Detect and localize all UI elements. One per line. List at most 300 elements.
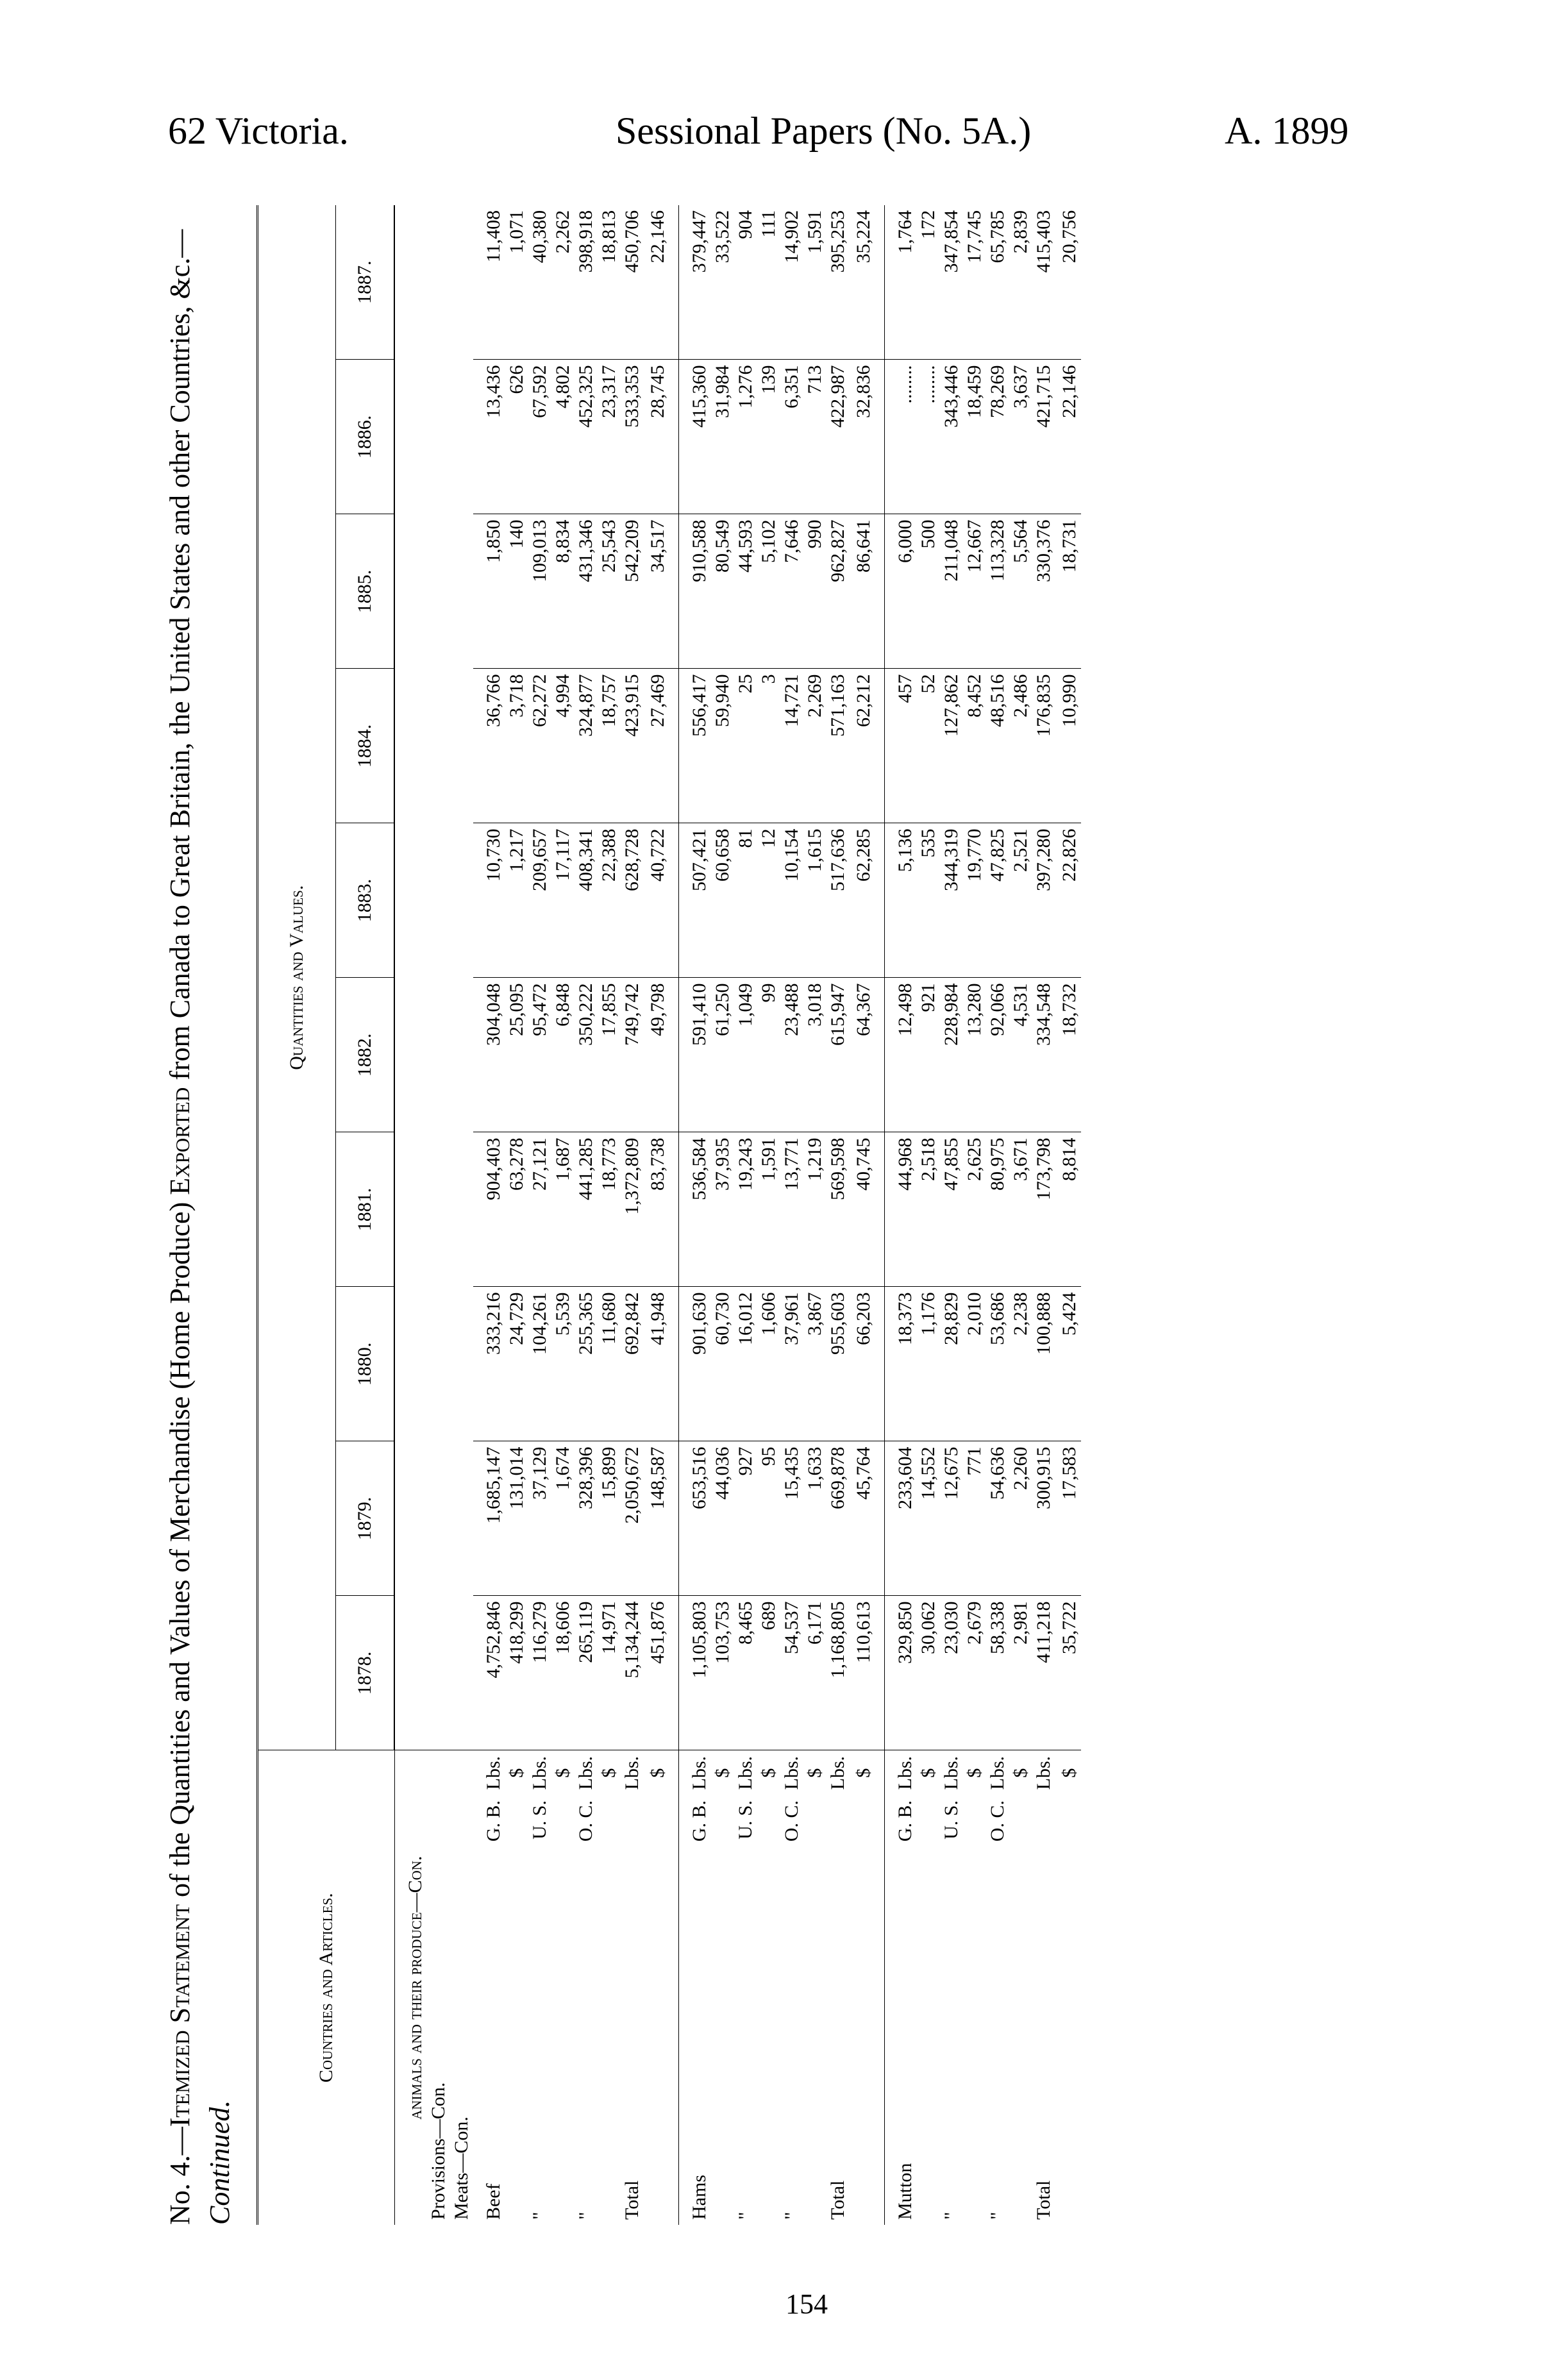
value-cell: 692,842 <box>621 1287 646 1441</box>
value-cell: 14,971 <box>598 1596 621 1750</box>
value-cell: 35,224 <box>852 205 885 360</box>
value-cell: 41,948 <box>646 1287 679 1441</box>
table-row <box>678 205 711 2225</box>
row-unit: $ <box>917 1768 939 1778</box>
value-cell: 408,341 <box>575 823 598 978</box>
value-cell: 17,117 <box>551 823 575 978</box>
value-cell: 52 <box>917 669 940 823</box>
value-cell: 49,798 <box>646 978 679 1132</box>
row-unit: Lbs. <box>780 1756 802 1790</box>
value-cell: 60,730 <box>711 1287 734 1441</box>
title-text-2: from Canada to Great Britain, the United States and other Countries, &c.— <box>164 229 196 1087</box>
value-cell: 1,176 <box>917 1287 940 1441</box>
value-cell: 333,216 <box>473 1287 505 1441</box>
value-cell: 457 <box>884 669 917 823</box>
value-cell: 13,280 <box>963 978 986 1132</box>
row-label: Hams <box>688 2175 710 2220</box>
value-cell: 921 <box>917 978 940 1132</box>
row-country <box>1009 1795 1032 1891</box>
value-cell: 18,459 <box>963 360 986 514</box>
row-unit: Lbs. <box>688 1756 710 1790</box>
value-cell: 111 <box>757 205 780 360</box>
table-row <box>1009 205 1032 2225</box>
value-cell: 7,646 <box>780 514 803 669</box>
value-cell: 330,376 <box>1032 514 1058 669</box>
value-cell: 44,036 <box>711 1441 734 1596</box>
value-cell: 62,272 <box>528 669 551 823</box>
value-cell: 2,625 <box>963 1132 986 1287</box>
value-cell: 379,447 <box>678 205 711 360</box>
value-cell: 910,588 <box>678 514 711 669</box>
row-label <box>852 1891 885 2225</box>
value-cell: 86,641 <box>852 514 885 669</box>
row-country: U. S. <box>734 1800 756 1839</box>
value-cell: 176,835 <box>1032 669 1058 823</box>
value-cell: 4,531 <box>1009 978 1032 1132</box>
value-cell: 15,435 <box>780 1441 803 1596</box>
value-cell: 653,516 <box>678 1441 711 1596</box>
value-cell: 2,518 <box>917 1132 940 1287</box>
value-cell: 103,753 <box>711 1596 734 1750</box>
value-cell: 109,013 <box>528 514 551 669</box>
value-cell: 30,062 <box>917 1596 940 1750</box>
row-country: O. C. <box>780 1800 802 1842</box>
value-cell: 3,637 <box>1009 360 1032 514</box>
value-cell: 95,472 <box>528 978 551 1132</box>
table-row <box>621 205 646 2225</box>
row-unit: Lbs. <box>575 1756 596 1790</box>
value-cell: 36,766 <box>473 669 505 823</box>
row-label: " <box>780 2211 802 2220</box>
value-cell: 8,465 <box>734 1596 757 1750</box>
row-unit: Lbs. <box>986 1756 1008 1790</box>
row-label: Total <box>621 2180 642 2220</box>
value-cell: 569,598 <box>827 1132 852 1287</box>
value-cell: 347,854 <box>940 205 963 360</box>
value-cell: 148,587 <box>646 1441 679 1596</box>
row-country <box>598 1795 621 1891</box>
value-cell: 344,319 <box>940 823 963 978</box>
row-unit: Lbs. <box>528 1756 550 1790</box>
value-cell: 300,915 <box>1032 1441 1058 1596</box>
value-cell: 2,486 <box>1009 669 1032 823</box>
page-number: 154 <box>785 2288 828 2320</box>
value-cell: 14,552 <box>917 1441 940 1596</box>
row-country <box>827 1795 852 1891</box>
value-cell: 1,049 <box>734 978 757 1132</box>
value-cell: 3,018 <box>803 978 827 1132</box>
value-cell: 64,367 <box>852 978 885 1132</box>
value-cell: 17,745 <box>963 205 986 360</box>
row-country <box>917 1795 940 1891</box>
value-cell: 415,360 <box>678 360 711 514</box>
value-cell: 2,679 <box>963 1596 986 1750</box>
value-cell: 66,203 <box>852 1287 885 1441</box>
value-cell: 18,732 <box>1058 978 1081 1132</box>
value-cell: 1,606 <box>757 1287 780 1441</box>
value-cell: 18,731 <box>1058 514 1081 669</box>
value-cell: 571,163 <box>827 669 852 823</box>
section-heading: animals and their produce—Con. <box>404 1856 426 2120</box>
value-cell: 535 <box>917 823 940 978</box>
value-cell: 2,050,672 <box>621 1441 646 1596</box>
row-label <box>757 1891 780 2225</box>
value-cell: 615,947 <box>827 978 852 1132</box>
value-cell: 23,488 <box>780 978 803 1132</box>
value-cell: 18,757 <box>598 669 621 823</box>
value-cell: 771 <box>963 1441 986 1596</box>
row-country: G. B. <box>482 1800 504 1842</box>
value-cell: 398,918 <box>575 205 598 360</box>
table-row <box>940 205 963 2225</box>
rotated-table-block <box>160 205 1423 2225</box>
year-header: 1881. <box>336 1132 395 1287</box>
value-cell: 27,469 <box>646 669 679 823</box>
value-cell: 99 <box>757 978 780 1132</box>
row-unit: $ <box>598 1768 619 1778</box>
value-cell: 24,729 <box>505 1287 528 1441</box>
value-cell: 23,317 <box>598 360 621 514</box>
value-cell: 22,388 <box>598 823 621 978</box>
table-row <box>986 205 1009 2225</box>
row-label: Mutton <box>894 2163 916 2220</box>
table-row <box>1058 205 1081 2225</box>
table-row <box>780 205 803 2225</box>
value-cell: 749,742 <box>621 978 646 1132</box>
value-cell: 53,686 <box>986 1287 1009 1441</box>
title-number: No. 4.— <box>164 2127 196 2225</box>
value-cell: 18,813 <box>598 205 621 360</box>
row-unit: $ <box>711 1768 733 1778</box>
row-label <box>1009 1891 1032 2225</box>
value-cell: 1,168,805 <box>827 1596 852 1750</box>
row-country <box>757 1795 780 1891</box>
value-cell: 127,862 <box>940 669 963 823</box>
value-cell: 334,548 <box>1032 978 1058 1132</box>
value-cell: 5,564 <box>1009 514 1032 669</box>
value-cell: 40,745 <box>852 1132 885 1287</box>
value-cell: 22,146 <box>646 205 679 360</box>
row-label <box>505 1891 528 2225</box>
value-cell: 500 <box>917 514 940 669</box>
value-cell: 1,685,147 <box>473 1441 505 1596</box>
value-cell: 12 <box>757 823 780 978</box>
table-row <box>734 205 757 2225</box>
row-country: U. S. <box>528 1800 550 1839</box>
value-cell: 6,848 <box>551 978 575 1132</box>
value-cell: 8,452 <box>963 669 986 823</box>
value-cell: 33,522 <box>711 205 734 360</box>
year-header: 1885. <box>336 514 395 669</box>
value-cell: 3,867 <box>803 1287 827 1441</box>
value-cell: 32,836 <box>852 360 885 514</box>
value-cell: 1,217 <box>505 823 528 978</box>
table-row <box>575 205 598 2225</box>
value-cell: 421,715 <box>1032 360 1058 514</box>
table-body <box>394 205 1081 2225</box>
value-cell: 1,372,809 <box>621 1132 646 1287</box>
row-label: " <box>528 2211 550 2220</box>
value-cell: 713 <box>803 360 827 514</box>
row-label <box>803 1891 827 2225</box>
row-label: " <box>940 2211 962 2220</box>
value-cell: 17,583 <box>1058 1441 1081 1596</box>
row-unit: $ <box>757 1768 779 1778</box>
value-cell: 15,899 <box>598 1441 621 1596</box>
value-cell: 1,219 <box>803 1132 827 1287</box>
table-row <box>803 205 827 2225</box>
value-cell: 83,738 <box>646 1132 679 1287</box>
value-cell: 542,209 <box>621 514 646 669</box>
value-cell: 10,730 <box>473 823 505 978</box>
running-head-right: A. 1899 <box>1225 110 1349 152</box>
value-cell: 22,146 <box>1058 360 1081 514</box>
value-cell: 255,365 <box>575 1287 598 1441</box>
title-caps-2: Exported <box>164 1087 196 1195</box>
value-cell: 22,826 <box>1058 823 1081 978</box>
row-unit: Lbs. <box>482 1756 504 1790</box>
value-cell: 990 <box>803 514 827 669</box>
value-cell: 452,325 <box>575 360 598 514</box>
row-unit: $ <box>646 1750 679 1795</box>
table-title <box>160 205 240 2225</box>
value-cell: 172 <box>917 205 940 360</box>
row-unit: $ <box>505 1768 527 1778</box>
title-text: of the Quantities and Values of Merchandise (Home Produce) <box>164 1194 196 1904</box>
row-label: Total <box>1032 2180 1054 2220</box>
value-cell: 59,940 <box>711 669 734 823</box>
value-cell: 113,328 <box>986 514 1009 669</box>
value-cell: 13,436 <box>473 360 505 514</box>
value-cell: 81 <box>734 823 757 978</box>
value-cell: 25,543 <box>598 514 621 669</box>
value-cell: 35,722 <box>1058 1596 1081 1750</box>
row-country <box>803 1795 827 1891</box>
value-cell: 27,121 <box>528 1132 551 1287</box>
value-cell: 1,071 <box>505 205 528 360</box>
table-row <box>646 205 679 2225</box>
value-cell: 31,984 <box>711 360 734 514</box>
value-cell: 422,987 <box>827 360 852 514</box>
row-country <box>1032 1795 1058 1891</box>
value-cell: 517,636 <box>827 823 852 978</box>
value-cell: 23,030 <box>940 1596 963 1750</box>
row-label: " <box>986 2211 1008 2220</box>
value-cell: 6,171 <box>803 1596 827 1750</box>
row-country: U. S. <box>940 1800 962 1839</box>
value-cell: 58,338 <box>986 1596 1009 1750</box>
value-cell: 411,218 <box>1032 1596 1058 1750</box>
row-label <box>551 1891 575 2225</box>
year-header: 1882. <box>336 978 395 1132</box>
value-cell: 62,285 <box>852 823 885 978</box>
value-cell: 904 <box>734 205 757 360</box>
value-cell: 18,373 <box>884 1287 917 1441</box>
year-header: 1886. <box>336 360 395 514</box>
value-cell: 451,876 <box>646 1596 679 1750</box>
value-cell: 16,012 <box>734 1287 757 1441</box>
row-unit: $ <box>551 1768 573 1778</box>
value-cell: 131,014 <box>505 1441 528 1596</box>
value-cell: 418,299 <box>505 1596 528 1750</box>
row-country <box>1058 1795 1081 1891</box>
value-cell: 17,855 <box>598 978 621 1132</box>
value-cell: 37,129 <box>528 1441 551 1596</box>
value-cell: 1,687 <box>551 1132 575 1287</box>
row-country <box>621 1795 646 1891</box>
table-row <box>963 205 986 2225</box>
year-header: 1880. <box>336 1287 395 1441</box>
row-country <box>963 1795 986 1891</box>
row-label: Total <box>827 2180 848 2220</box>
value-cell: 5,424 <box>1058 1287 1081 1441</box>
row-unit: Lbs. <box>894 1756 916 1790</box>
value-cell: 8,814 <box>1058 1132 1081 1287</box>
value-cell: 13,771 <box>780 1132 803 1287</box>
value-cell: 423,915 <box>621 669 646 823</box>
value-cell: 19,770 <box>963 823 986 978</box>
value-cell: 4,752,846 <box>473 1596 505 1750</box>
value-cell: 431,346 <box>575 514 598 669</box>
table-row <box>827 205 852 2225</box>
value-cell: 536,584 <box>678 1132 711 1287</box>
value-cell: 110,613 <box>852 1596 885 1750</box>
value-cell: 328,396 <box>575 1441 598 1596</box>
value-cell: 628,728 <box>621 823 646 978</box>
value-cell: 2,010 <box>963 1287 986 1441</box>
year-header: 1878. <box>336 1596 395 1750</box>
value-cell: 5,539 <box>551 1287 575 1441</box>
table-row <box>528 205 551 2225</box>
value-cell: 28,829 <box>940 1287 963 1441</box>
value-cell: 18,606 <box>551 1596 575 1750</box>
value-cell: 44,968 <box>884 1132 917 1287</box>
title-continued: Continued. <box>204 2100 235 2225</box>
table-row <box>852 205 885 2225</box>
row-country: G. B. <box>688 1800 710 1842</box>
value-cell: 1,615 <box>803 823 827 978</box>
value-cell: 1,850 <box>473 514 505 669</box>
value-cell: 80,549 <box>711 514 734 669</box>
value-cell: 5,136 <box>884 823 917 978</box>
value-cell: 304,048 <box>473 978 505 1132</box>
value-cell: 689 <box>757 1596 780 1750</box>
value-cell: 37,935 <box>711 1132 734 1287</box>
value-cell: 47,825 <box>986 823 1009 978</box>
table-row <box>711 205 734 2225</box>
countries-header: Countries and Articles. <box>258 1750 395 2225</box>
value-cell: 10,154 <box>780 823 803 978</box>
value-cell: 265,119 <box>575 1596 598 1750</box>
value-cell: 343,446 <box>940 360 963 514</box>
value-cell: 54,537 <box>780 1596 803 1750</box>
value-cell: 962,827 <box>827 514 852 669</box>
value-cell: 140 <box>505 514 528 669</box>
value-cell: 78,269 <box>986 360 1009 514</box>
row-unit: $ <box>963 1768 985 1778</box>
row-label <box>1058 1891 1081 2225</box>
table-row <box>505 205 528 2225</box>
value-cell: 209,657 <box>528 823 551 978</box>
value-cell: 1,591 <box>803 205 827 360</box>
row-unit: $ <box>1058 1768 1080 1778</box>
value-cell: 100,888 <box>1032 1287 1058 1441</box>
row-country: G. B. <box>894 1800 916 1842</box>
value-cell: 556,417 <box>678 669 711 823</box>
value-cell: 1,591 <box>757 1132 780 1287</box>
value-cell: 927 <box>734 1441 757 1596</box>
value-cell: 450,706 <box>621 205 646 360</box>
value-cell: 228,984 <box>940 978 963 1132</box>
value-cell: 45,764 <box>852 1441 885 1596</box>
value-cell: 669,878 <box>827 1441 852 1596</box>
value-cell: 14,721 <box>780 669 803 823</box>
value-cell: 40,722 <box>646 823 679 978</box>
value-cell: 20,756 <box>1058 205 1081 360</box>
subheading-meats: Meats—Con. <box>450 2116 472 2220</box>
quantities-header: Quantities and Values. <box>258 205 336 1750</box>
table-row <box>1032 205 1058 2225</box>
value-cell: 5,102 <box>757 514 780 669</box>
value-cell: 28,745 <box>646 360 679 514</box>
value-cell: 19,243 <box>734 1132 757 1287</box>
row-unit: $ <box>852 1750 885 1795</box>
value-cell: 533,353 <box>621 360 646 514</box>
value-cell: 1,764 <box>884 205 917 360</box>
row-label: Beef <box>482 2183 504 2220</box>
row-country <box>551 1795 575 1891</box>
row-label: " <box>575 2211 596 2220</box>
row-unit: Lbs. <box>621 1756 642 1790</box>
value-cell: 1,633 <box>803 1441 827 1596</box>
value-cell: 67,592 <box>528 360 551 514</box>
value-cell: 8,834 <box>551 514 575 669</box>
value-cell: 329,850 <box>884 1596 917 1750</box>
value-cell: 18,773 <box>598 1132 621 1287</box>
value-cell: 11,680 <box>598 1287 621 1441</box>
row-label <box>963 1891 986 2225</box>
value-cell: 4,994 <box>551 669 575 823</box>
value-cell: 2,521 <box>1009 823 1032 978</box>
value-cell: 95 <box>757 1441 780 1596</box>
value-cell: 2,260 <box>1009 1441 1032 1596</box>
value-cell: 25,095 <box>505 978 528 1132</box>
value-cell: 1,276 <box>734 360 757 514</box>
value-cell: 6,351 <box>780 360 803 514</box>
value-cell: 1,105,803 <box>678 1596 711 1750</box>
year-header: 1887. <box>336 205 395 360</box>
value-cell: 591,410 <box>678 978 711 1132</box>
row-unit: Lbs. <box>734 1756 756 1790</box>
value-cell: 62,212 <box>852 669 885 823</box>
value-cell: 34,517 <box>646 514 679 669</box>
value-cell: 1,674 <box>551 1441 575 1596</box>
value-cell: 44,593 <box>734 514 757 669</box>
year-header: 1883. <box>336 823 395 978</box>
value-cell: 63,278 <box>505 1132 528 1287</box>
year-header: 1879. <box>336 1441 395 1596</box>
value-cell: 5,134,244 <box>621 1596 646 1750</box>
row-unit: Lbs. <box>1032 1756 1054 1790</box>
value-cell: ........ <box>884 360 917 514</box>
value-cell: 10,990 <box>1058 669 1081 823</box>
row-label <box>917 1891 940 2225</box>
value-cell: 395,253 <box>827 205 852 360</box>
row-country <box>852 1795 885 1891</box>
table-row <box>598 205 621 2225</box>
row-country <box>711 1795 734 1891</box>
row-label <box>711 1891 734 2225</box>
